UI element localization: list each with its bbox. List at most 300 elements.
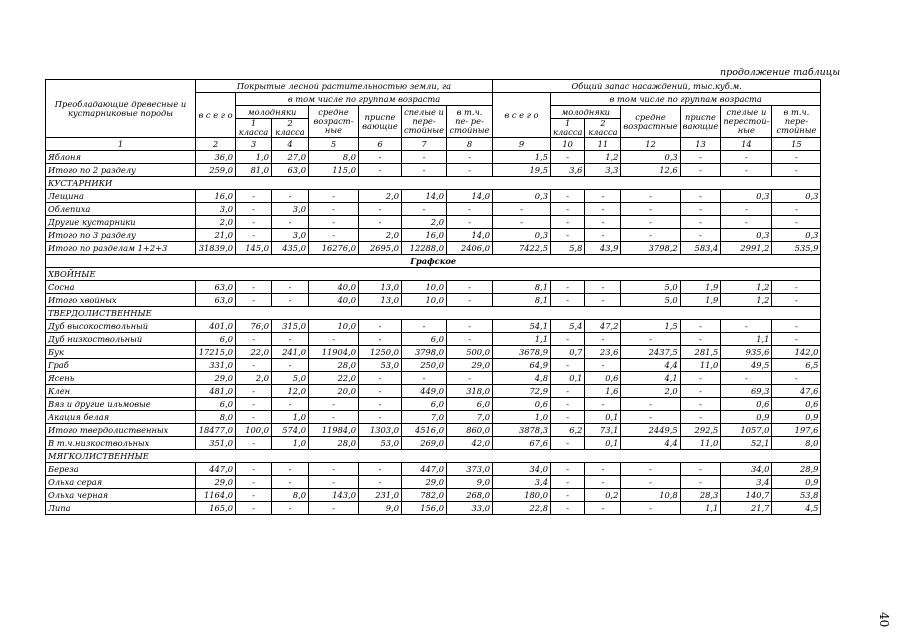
value-cell: 5,0: [272, 372, 309, 385]
column-number: 5: [309, 138, 359, 151]
value-cell: 4,5: [772, 502, 821, 515]
value-cell: 1250,0: [359, 346, 402, 359]
maturing-stock-header: приспе вающие: [680, 106, 721, 138]
value-cell: -: [680, 333, 721, 346]
species-cell: Береза: [46, 463, 196, 476]
value-cell: -: [492, 216, 550, 229]
value-cell: -: [621, 502, 680, 515]
value-cell: 0,6: [492, 398, 550, 411]
value-cell: 3,0: [196, 203, 236, 216]
value-cell: 1,5: [621, 320, 680, 333]
value-cell: -: [621, 411, 680, 424]
value-cell: 29,0: [196, 476, 236, 489]
value-cell: 33,0: [446, 502, 492, 515]
value-cell: -: [359, 216, 402, 229]
value-cell: -: [402, 151, 447, 164]
value-cell: -: [721, 151, 772, 164]
value-cell: 3798,0: [402, 346, 447, 359]
value-cell: 34,0: [721, 463, 772, 476]
value-cell: 2991,2: [721, 242, 772, 255]
value-cell: -: [309, 411, 359, 424]
value-cell: -: [236, 229, 272, 242]
value-cell: 1,0: [492, 411, 550, 424]
value-cell: 0,7: [550, 346, 584, 359]
value-cell: 6,0: [446, 398, 492, 411]
value-cell: -: [721, 203, 772, 216]
value-cell: -: [721, 164, 772, 177]
value-cell: 1,5: [492, 151, 550, 164]
value-cell: -: [550, 385, 584, 398]
value-cell: 6,5: [772, 359, 821, 372]
value-cell: 7422,5: [492, 242, 550, 255]
value-cell: -: [272, 463, 309, 476]
value-cell: -: [621, 398, 680, 411]
table-row: [46, 294, 821, 307]
value-cell: 6,0: [402, 398, 447, 411]
value-cell: 72,9: [492, 385, 550, 398]
value-cell: 11,0: [680, 437, 721, 450]
value-cell: -: [236, 190, 272, 203]
value-cell: -: [272, 294, 309, 307]
species-cell: Итого по разделам 1+2+3: [46, 242, 196, 255]
section-heading-row: [46, 450, 821, 463]
value-cell: 435,0: [272, 242, 309, 255]
value-cell: 0,9: [772, 411, 821, 424]
value-cell: -: [680, 151, 721, 164]
value-cell: 6,2: [550, 424, 584, 437]
value-cell: -: [621, 476, 680, 489]
value-cell: 14,0: [402, 190, 447, 203]
value-cell: 2,0: [196, 216, 236, 229]
value-cell: -: [680, 229, 721, 242]
value-cell: 63,0: [196, 281, 236, 294]
table-row: [46, 333, 821, 346]
value-cell: 4,4: [621, 437, 680, 450]
mature-stock-header: спелые и перестой- ные: [721, 106, 772, 138]
value-cell: -: [359, 372, 402, 385]
overmature-header: в т.ч. пе- ре- стойные: [446, 106, 492, 138]
value-cell: -: [550, 502, 584, 515]
value-cell: -: [236, 437, 272, 450]
value-cell: 8,1: [492, 281, 550, 294]
value-cell: 47,6: [772, 385, 821, 398]
value-cell: -: [272, 190, 309, 203]
table-row: [46, 385, 821, 398]
value-cell: -: [236, 203, 272, 216]
value-cell: -: [550, 398, 584, 411]
value-cell: 53,0: [359, 359, 402, 372]
species-cell: Сосна: [46, 281, 196, 294]
value-cell: 29,0: [402, 476, 447, 489]
value-cell: 13,0: [359, 294, 402, 307]
value-cell: 6,0: [196, 333, 236, 346]
value-cell: -: [359, 333, 402, 346]
value-cell: -: [236, 502, 272, 515]
value-cell: 9,0: [446, 476, 492, 489]
value-cell: 0,3: [621, 151, 680, 164]
value-cell: 9,0: [359, 502, 402, 515]
value-cell: 0,2: [585, 489, 621, 502]
species-cell: Лещина: [46, 190, 196, 203]
value-cell: 69,3: [721, 385, 772, 398]
table-row: [46, 203, 821, 216]
value-cell: 231,0: [359, 489, 402, 502]
value-cell: -: [621, 333, 680, 346]
species-cell: Облепиха: [46, 203, 196, 216]
value-cell: 401,0: [196, 320, 236, 333]
value-cell: -: [446, 216, 492, 229]
value-cell: -: [550, 151, 584, 164]
value-cell: 315,0: [272, 320, 309, 333]
value-cell: 3,0: [272, 203, 309, 216]
value-cell: -: [550, 489, 584, 502]
table-row: [46, 359, 821, 372]
value-cell: -: [621, 203, 680, 216]
value-cell: -: [772, 372, 821, 385]
value-cell: -: [680, 463, 721, 476]
value-cell: 250,0: [402, 359, 447, 372]
value-cell: 10,0: [309, 320, 359, 333]
value-cell: -: [621, 216, 680, 229]
value-cell: -: [772, 333, 821, 346]
mature-header: спелые и пере- стойные: [402, 106, 447, 138]
class1-header: 1 класса: [236, 119, 272, 138]
value-cell: 3,3: [585, 164, 621, 177]
value-cell: -: [236, 489, 272, 502]
value-cell: 268,0: [446, 489, 492, 502]
value-cell: 2,0: [402, 216, 447, 229]
value-cell: -: [446, 294, 492, 307]
section-heading: ТВЕРДОЛИСТВЕННЫЕ: [46, 307, 821, 320]
species-cell: Дуб низкоствольный: [46, 333, 196, 346]
value-cell: 21,0: [196, 229, 236, 242]
class2-stock-header: 2 класса: [585, 119, 621, 138]
value-cell: 1303,0: [359, 424, 402, 437]
value-cell: -: [550, 229, 584, 242]
value-cell: 34,0: [492, 463, 550, 476]
value-cell: -: [272, 281, 309, 294]
value-cell: 140,7: [721, 489, 772, 502]
species-cell: Итого по 3 разделу: [46, 229, 196, 242]
value-cell: 449,0: [402, 385, 447, 398]
column-number: 10: [550, 138, 584, 151]
value-cell: 53,0: [359, 437, 402, 450]
value-cell: 20,0: [309, 385, 359, 398]
page-number: 40: [877, 612, 891, 628]
value-cell: -: [680, 320, 721, 333]
column-number: 3: [236, 138, 272, 151]
value-cell: 1,0: [272, 411, 309, 424]
value-cell: 0,3: [492, 190, 550, 203]
value-cell: 18477,0: [196, 424, 236, 437]
column-number: 14: [721, 138, 772, 151]
value-cell: -: [309, 216, 359, 229]
value-cell: 1,2: [721, 281, 772, 294]
value-cell: -: [680, 385, 721, 398]
value-cell: 292,5: [680, 424, 721, 437]
species-cell: Ясень: [46, 372, 196, 385]
value-cell: 1057,0: [721, 424, 772, 437]
value-cell: -: [359, 203, 402, 216]
table-row: [46, 229, 821, 242]
value-cell: 5,0: [621, 281, 680, 294]
value-cell: -: [585, 398, 621, 411]
value-cell: -: [550, 281, 584, 294]
value-cell: 318,0: [446, 385, 492, 398]
value-cell: 1,1: [721, 333, 772, 346]
table-row: [46, 463, 821, 476]
value-cell: 29,0: [446, 359, 492, 372]
column-number: 1: [46, 138, 196, 151]
value-cell: 1,1: [680, 502, 721, 515]
value-cell: 47,2: [585, 320, 621, 333]
value-cell: -: [236, 333, 272, 346]
value-cell: 574,0: [272, 424, 309, 437]
value-cell: -: [359, 411, 402, 424]
value-cell: 259,0: [196, 164, 236, 177]
value-cell: 241,0: [272, 346, 309, 359]
value-cell: 43,9: [585, 242, 621, 255]
value-cell: 0,9: [772, 476, 821, 489]
value-cell: 0,3: [721, 190, 772, 203]
value-cell: -: [585, 502, 621, 515]
class1-stock-header: 1 класса: [550, 119, 584, 138]
value-cell: 17215,0: [196, 346, 236, 359]
value-cell: 12288,0: [402, 242, 447, 255]
value-cell: -: [446, 151, 492, 164]
value-cell: 7,0: [446, 411, 492, 424]
value-cell: 4516,0: [402, 424, 447, 437]
value-cell: 29,0: [196, 372, 236, 385]
value-cell: 1164,0: [196, 489, 236, 502]
value-cell: -: [772, 294, 821, 307]
value-cell: 3,4: [721, 476, 772, 489]
value-cell: -: [680, 398, 721, 411]
value-cell: -: [309, 203, 359, 216]
class2-header: 2 класса: [272, 119, 309, 138]
value-cell: 63,0: [196, 294, 236, 307]
value-cell: 2,0: [359, 190, 402, 203]
maturing-header: приспе вающие: [359, 106, 402, 138]
value-cell: -: [550, 476, 584, 489]
value-cell: -: [721, 320, 772, 333]
by-age-stock-header: в том числе по группам возраста: [550, 93, 820, 106]
value-cell: -: [402, 203, 447, 216]
value-cell: -: [359, 320, 402, 333]
value-cell: 145,0: [236, 242, 272, 255]
value-cell: 22,0: [309, 372, 359, 385]
value-cell: 1,6: [585, 385, 621, 398]
value-cell: 5,8: [550, 242, 584, 255]
value-cell: 11984,0: [309, 424, 359, 437]
value-cell: 27,0: [272, 151, 309, 164]
value-cell: 0,6: [772, 398, 821, 411]
value-cell: -: [772, 151, 821, 164]
value-cell: 481,0: [196, 385, 236, 398]
value-cell: -: [772, 203, 821, 216]
value-cell: 0,1: [585, 411, 621, 424]
value-cell: 1,1: [492, 333, 550, 346]
value-cell: 28,3: [680, 489, 721, 502]
value-cell: -: [359, 164, 402, 177]
value-cell: 3678,9: [492, 346, 550, 359]
value-cell: 447,0: [196, 463, 236, 476]
place-heading-row: [46, 255, 821, 268]
value-cell: -: [550, 333, 584, 346]
value-cell: -: [680, 190, 721, 203]
value-cell: 8,0: [772, 437, 821, 450]
table-row: [46, 151, 821, 164]
total-header: в с е г о: [196, 93, 236, 138]
species-cell: Вяз и другие ильмовые: [46, 398, 196, 411]
value-cell: 115,0: [309, 164, 359, 177]
middle-stock-header: средне возрастные: [621, 106, 680, 138]
value-cell: 22,8: [492, 502, 550, 515]
value-cell: 782,0: [402, 489, 447, 502]
value-cell: 6,0: [196, 398, 236, 411]
value-cell: 1,0: [272, 437, 309, 450]
value-cell: -: [446, 372, 492, 385]
young-stock-header: молодняки: [550, 106, 620, 119]
value-cell: 0,6: [585, 372, 621, 385]
value-cell: 49,5: [721, 359, 772, 372]
value-cell: 5,0: [621, 294, 680, 307]
table-row: [46, 424, 821, 437]
value-cell: 0,1: [550, 372, 584, 385]
value-cell: 8,1: [492, 294, 550, 307]
value-cell: 535,9: [772, 242, 821, 255]
value-cell: 4,8: [492, 372, 550, 385]
value-cell: -: [585, 333, 621, 346]
value-cell: 2695,0: [359, 242, 402, 255]
table-row: [46, 502, 821, 515]
column-number: 12: [621, 138, 680, 151]
column-number: 7: [402, 138, 447, 151]
value-cell: -: [236, 398, 272, 411]
value-cell: 1,2: [585, 151, 621, 164]
table-row: [46, 281, 821, 294]
value-cell: 40,0: [309, 281, 359, 294]
value-cell: 11,0: [680, 359, 721, 372]
value-cell: 6,0: [402, 333, 447, 346]
value-cell: -: [309, 463, 359, 476]
column-number: 2: [196, 138, 236, 151]
value-cell: 64,9: [492, 359, 550, 372]
value-cell: 14,0: [446, 190, 492, 203]
table-row: [46, 190, 821, 203]
value-cell: -: [585, 216, 621, 229]
value-cell: 8,0: [196, 411, 236, 424]
species-cell: Ольха черная: [46, 489, 196, 502]
value-cell: -: [359, 476, 402, 489]
middle-header: средне возраст- ные: [309, 106, 359, 138]
section-heading: МЯГКОЛИСТВЕННЫЕ: [46, 450, 821, 463]
value-cell: -: [272, 502, 309, 515]
value-cell: 28,0: [309, 359, 359, 372]
section-heading-row: [46, 307, 821, 320]
value-cell: 8,0: [309, 151, 359, 164]
value-cell: -: [402, 372, 447, 385]
value-cell: 19,5: [492, 164, 550, 177]
section-heading-row: [46, 268, 821, 281]
young-header: молодняки: [236, 106, 309, 119]
species-cell: Итого хвойных: [46, 294, 196, 307]
value-cell: 2406,0: [446, 242, 492, 255]
value-cell: -: [359, 385, 402, 398]
value-cell: 13,0: [359, 281, 402, 294]
value-cell: 28,9: [772, 463, 821, 476]
value-cell: -: [585, 190, 621, 203]
value-cell: -: [585, 359, 621, 372]
column-number: 13: [680, 138, 721, 151]
value-cell: 23,6: [585, 346, 621, 359]
value-cell: -: [402, 164, 447, 177]
species-cell: Итого по 2 разделу: [46, 164, 196, 177]
value-cell: -: [772, 281, 821, 294]
value-cell: 1,9: [680, 294, 721, 307]
value-cell: 4,4: [621, 359, 680, 372]
value-cell: -: [309, 229, 359, 242]
value-cell: -: [446, 281, 492, 294]
value-cell: -: [550, 203, 584, 216]
value-cell: 12,6: [621, 164, 680, 177]
value-cell: -: [721, 372, 772, 385]
species-cell: Акация белая: [46, 411, 196, 424]
value-cell: 1,2: [721, 294, 772, 307]
value-cell: -: [680, 372, 721, 385]
value-cell: -: [585, 281, 621, 294]
stock-group-header: Общий запас насаждений, тыс.куб.м.: [492, 80, 820, 93]
value-cell: -: [550, 190, 584, 203]
value-cell: 269,0: [402, 437, 447, 450]
value-cell: 16276,0: [309, 242, 359, 255]
table-row: [46, 398, 821, 411]
value-cell: 11904,0: [309, 346, 359, 359]
species-cell: Яблоня: [46, 151, 196, 164]
value-cell: -: [772, 164, 821, 177]
value-cell: 7,0: [402, 411, 447, 424]
value-cell: -: [309, 333, 359, 346]
value-cell: -: [621, 190, 680, 203]
value-cell: 0,6: [721, 398, 772, 411]
value-cell: -: [446, 203, 492, 216]
value-cell: -: [272, 398, 309, 411]
value-cell: -: [492, 203, 550, 216]
section-heading-row: [46, 177, 821, 190]
value-cell: -: [309, 476, 359, 489]
value-cell: 28,0: [309, 437, 359, 450]
value-cell: 165,0: [196, 502, 236, 515]
table-row: [46, 242, 821, 255]
value-cell: -: [359, 398, 402, 411]
value-cell: 54,1: [492, 320, 550, 333]
value-cell: -: [446, 320, 492, 333]
column-number: 8: [446, 138, 492, 151]
value-cell: 583,4: [680, 242, 721, 255]
value-cell: 447,0: [402, 463, 447, 476]
value-cell: -: [272, 359, 309, 372]
value-cell: 2,0: [621, 385, 680, 398]
value-cell: 76,0: [236, 320, 272, 333]
value-cell: 2449,5: [621, 424, 680, 437]
column-number: 15: [772, 138, 821, 151]
value-cell: -: [680, 411, 721, 424]
value-cell: -: [236, 411, 272, 424]
value-cell: -: [621, 229, 680, 242]
value-cell: -: [550, 463, 584, 476]
by-age-header: в том числе по группам возраста: [236, 93, 493, 106]
value-cell: 860,0: [446, 424, 492, 437]
